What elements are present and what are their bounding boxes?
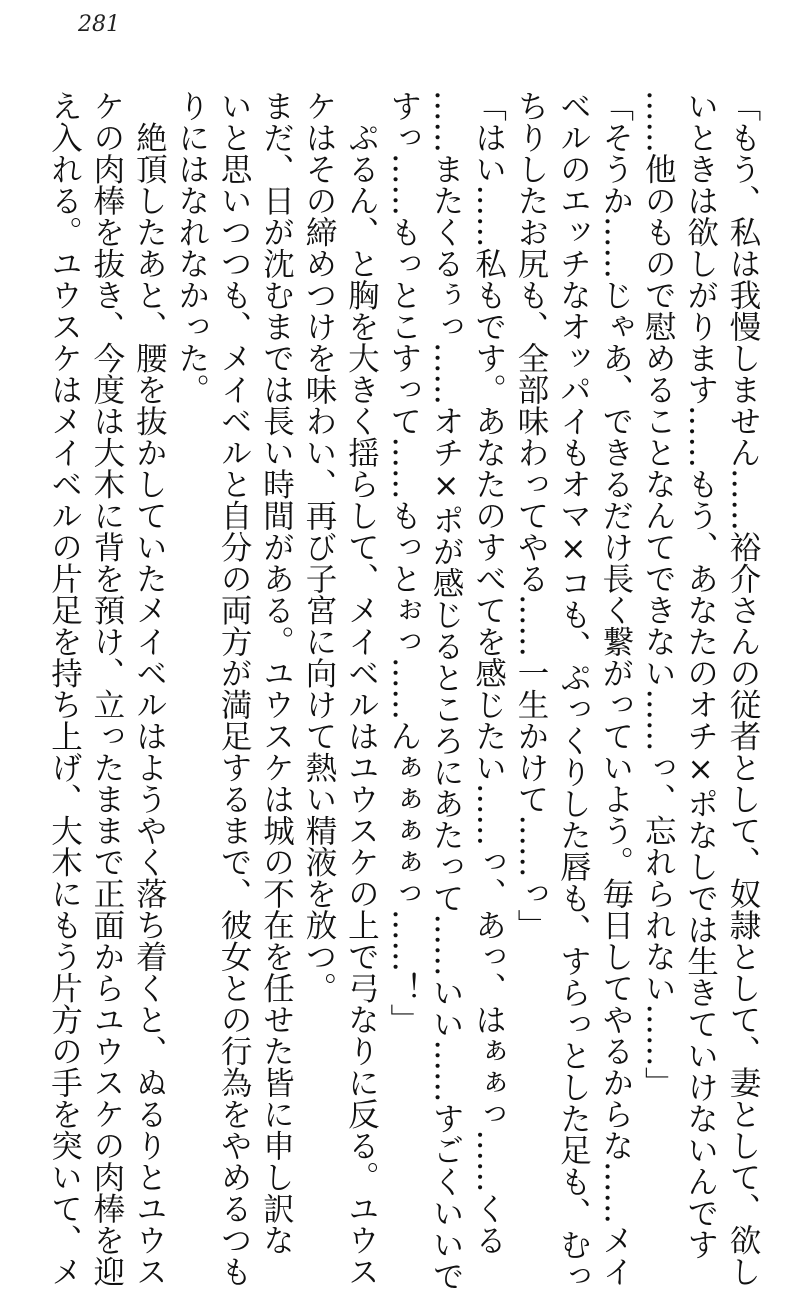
text-line: 絶頂したあと、腰を抜かしていたメイベルはようやく落ち着くと、ぬるりとユウス: [131, 90, 168, 1287]
text-line: ベルのエッチなオッパイもオマ×コも、ぷっくりした唇も、すらっとした足も、むっ: [555, 90, 592, 1292]
vertical-text-body: [38, 90, 764, 1292]
text-line: いと思いつつも、メイベルと自分の両方が満足するまで、彼女との行為をやめるつも: [216, 90, 253, 1287]
text-line: 「そうか……じゃあ、できるだけ長く繋がっていよう。毎日してやるからな……メイ: [597, 90, 634, 1287]
page-number: 281: [78, 12, 120, 37]
text-line: ……またくるぅっ……オチ×ポが感じるところにあたって……いい……すごくいいで: [428, 90, 465, 1292]
text-line: りにはなれなかった。: [173, 90, 210, 405]
text-line: ケの肉棒を抜き、今度は大木に背を預け、立ったままで正面からユウスケの肉棒を迎: [88, 90, 125, 1287]
text-line: ケはその締めつけを味わい、再び子宮に向けて熱い精液を放つ。: [300, 90, 337, 1004]
text-line: 「はい……私もです。あなたのすべてを感じたい……っ、あっ、はぁぁっ……くる: [470, 90, 507, 1256]
text-line: まだ、日が沈むまでは長い時間がある。ユウスケは城の不在を任せた皆に申し訳な: [258, 90, 295, 1256]
text-line: え入れる。ユウスケはメイベルの片足を持ち上げ、大木にもう片方の手を突いて、メ: [46, 90, 83, 1287]
text-line: いときは欲しがります……もう、あなたのオチ×ポなしでは生きていけないんです: [682, 90, 719, 1260]
text-line: ちりしたお尻も、全部味わってやる……一生かけて……っ」: [512, 90, 549, 941]
text-line: 「もう、私は我慢しません……裕介さんの従者として、奴隷として、妻として、欲し: [725, 90, 761, 1287]
text-line: ……他のもので慰めることなんてできない……っ、忘れられない……」: [640, 90, 677, 1098]
text-line: すっ……もっとこすって……もっとぉっ……んぁぁぁぁっ……！」: [385, 90, 422, 1035]
text-line: ぷるん、と胸を大きく揺らして、メイベルはユウスケの上で弓なりに反る。ユウス: [343, 90, 380, 1287]
